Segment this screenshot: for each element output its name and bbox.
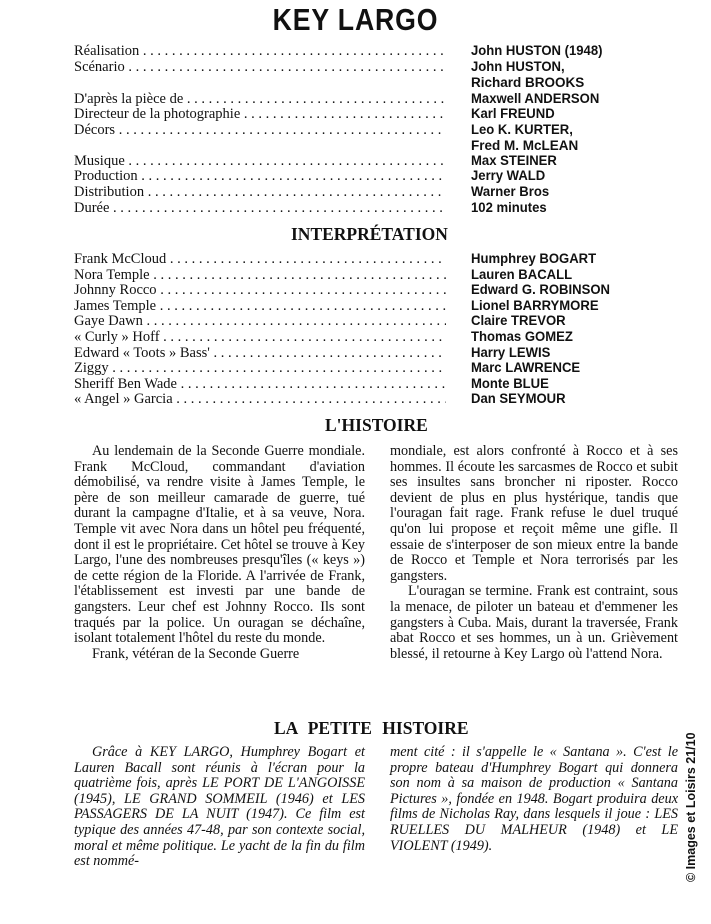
cast-row <box>74 329 664 345</box>
cast-row <box>74 267 664 283</box>
copyright-notice: © Images et Loisirs 21/10 <box>684 732 698 882</box>
cast-row <box>74 376 664 392</box>
credit-label: Production . . . <box>74 168 446 184</box>
cast-actor: Dan SEYMOUR <box>471 391 566 407</box>
credit-row <box>74 43 664 59</box>
paragraph: L'ouragan se termine. Frank est contraint, sous la menace, de piloter un bateau et d'emmener les gangsters à Cuba. Mais, durant la traversée, Frank abat Rocco et ses hommes, un à un. Grièvement blessé, il retourne à Key Largo où l'attend Nora. <box>390 583 678 662</box>
credit-value: John HUSTON (1948) <box>471 43 603 58</box>
credit-label: Distribution . . . <box>74 184 446 200</box>
cast-role: Nora Temple . . . <box>74 267 446 283</box>
credit-value: Jerry WALD <box>471 168 546 183</box>
cast-row <box>74 313 664 329</box>
credit-row <box>74 122 664 138</box>
cast-role: Edward « Toots » Bass' . . . <box>74 345 446 361</box>
petite-histoire-left-column <box>74 745 365 870</box>
cast-actor: Harry LEWIS <box>471 344 551 360</box>
cast-role: Gaye Dawn . . . <box>74 313 446 329</box>
credit-value: Fred M. McLEAN <box>471 138 579 153</box>
cast-role: Frank McCloud . . . <box>74 251 446 267</box>
credit-row <box>74 200 664 216</box>
cast-row <box>74 282 664 298</box>
histoire-right-column <box>390 444 678 662</box>
cast-role: « Angel » Garcia . . . <box>74 391 446 407</box>
credit-value: Max STEINER <box>471 153 557 168</box>
credit-label: Directeur de la photographie . . . <box>74 106 446 122</box>
credit-row <box>74 91 664 107</box>
credit-row <box>74 184 664 200</box>
cast-actor: Lionel BARRYMORE <box>471 297 599 313</box>
cast-actor: Lauren BACALL <box>471 266 573 282</box>
cast-actor: Marc LAWRENCE <box>471 360 581 376</box>
credit-label: Scénario . . . <box>74 59 446 75</box>
paragraph: Frank, vétéran de la Seconde Guerre <box>92 645 300 662</box>
credit-row <box>74 153 664 169</box>
credit-label: Réalisation . . . <box>74 43 446 59</box>
petite-histoire-heading: LA PETITE HISTOIRE <box>274 718 469 738</box>
cast-row <box>74 391 664 407</box>
credit-label: D'après la pièce de . . . <box>74 91 446 107</box>
credit-value: John HUSTON, <box>471 59 565 74</box>
credit-row <box>74 59 664 75</box>
credit-row <box>74 106 664 122</box>
cast-actor: Thomas GOMEZ <box>471 329 573 344</box>
paragraph: Grâce à KEY LARGO, Humphrey Bogart et Lauren Bacall sont réunis à l'écran pour la quatrième fois, après LE PORT DE L'ANGOISSE (1945), LE GRAND SOMMEIL (1946) et LES PASSAGERS DE LA NUIT (1947). Ce film est typique des années 47-48, par son contexte social, moral et même politique. Le yacht de la fin du film est nommé- <box>74 744 365 870</box>
paragraph: ment cité : il s'appelle le « Santana ». C'est le propre bateau d'Humphrey Bogart qui donnera son nom à sa maison de production « Santana Pictures », fondée en 1948. Bogart produira deux films de Nicholas Ray, dans lesquels il joue : LES RUELLES DU MALHEUR (1948) et LE VIOLENT (1949). <box>390 744 678 854</box>
credit-value: Richard BROOKS <box>471 75 585 90</box>
cast-role: James Temple . . . <box>74 298 446 314</box>
cast-actor: Humphrey BOGART <box>471 251 597 266</box>
credit-label: Décors . . . <box>74 122 446 138</box>
credit-value: Warner Bros <box>471 184 550 199</box>
paragraph: Au lendemain de la Seconde Guerre mondiale. Frank McCloud, commandant d'aviation démobilisé, va rendre visite à James Temple, le père de son meilleur camarade de guerre, tué durant la campagne d'Italie, et à sa veuve, Nora. Temple vit avec Nora dans un hôtel peu fréquenté, dont il est le propriétaire. Cet hôtel se trouve à Key Largo, l'une des nombreuses presqu'îles (« keys ») de cette région de la Floride. A l'arrivée de Frank, l'établissement est investi par une bande de gangsters. Leur chef est Johnny Rocco. Ils sont traqués par la police. Un ouragan se déchaîne, isolant totalement l'hôtel du reste du monde. <box>74 443 365 647</box>
cast-heading: INTERPRÉTATION <box>291 224 448 244</box>
credit-label: Durée . . . <box>74 200 446 216</box>
credit-value: Karl FREUND <box>471 106 555 121</box>
cast-row <box>74 298 664 314</box>
cast-row <box>74 345 664 361</box>
cast-role: Johnny Rocco . . . <box>74 282 446 298</box>
cast-role: Sheriff Ben Wade . . . <box>74 376 446 392</box>
cast-row <box>74 360 664 376</box>
credit-label: Musique . . . <box>74 153 446 169</box>
petite-histoire-right-column <box>390 745 678 854</box>
credit-value: Maxwell ANDERSON <box>471 91 600 106</box>
credit-row <box>74 168 664 184</box>
cast-actor: Monte BLUE <box>471 375 549 391</box>
paragraph: mondiale, est alors confronté à Rocco et à ses hommes. Il écoute les sarcasmes de Rocco et subit ses insultes sans broncher ni riposter. Rocco devient de plus en plus hystérique, tandis que l'ouragan fait rage. Frank refuse le duel truqué qu'on lui propose et reçoit même une gifle. Il essaie de s'interposer de son mieux entre la bande de Rocco et Temple et Nora terrorisés par les gangsters. <box>390 443 678 584</box>
page-title: KEY LARGO <box>272 2 439 37</box>
credit-value: 102 minutes <box>471 200 547 215</box>
cast-actor: Claire TREVOR <box>471 313 566 329</box>
cast-role: Ziggy . . . <box>74 360 446 376</box>
cast-actor: Edward G. ROBINSON <box>471 282 610 298</box>
histoire-heading: L'HISTOIRE <box>325 415 428 435</box>
cast-role: « Curly » Hoff . . . <box>74 329 446 345</box>
cast-row <box>74 251 664 267</box>
credit-value: Leo K. KURTER, <box>471 122 573 137</box>
histoire-left-column <box>74 444 365 662</box>
